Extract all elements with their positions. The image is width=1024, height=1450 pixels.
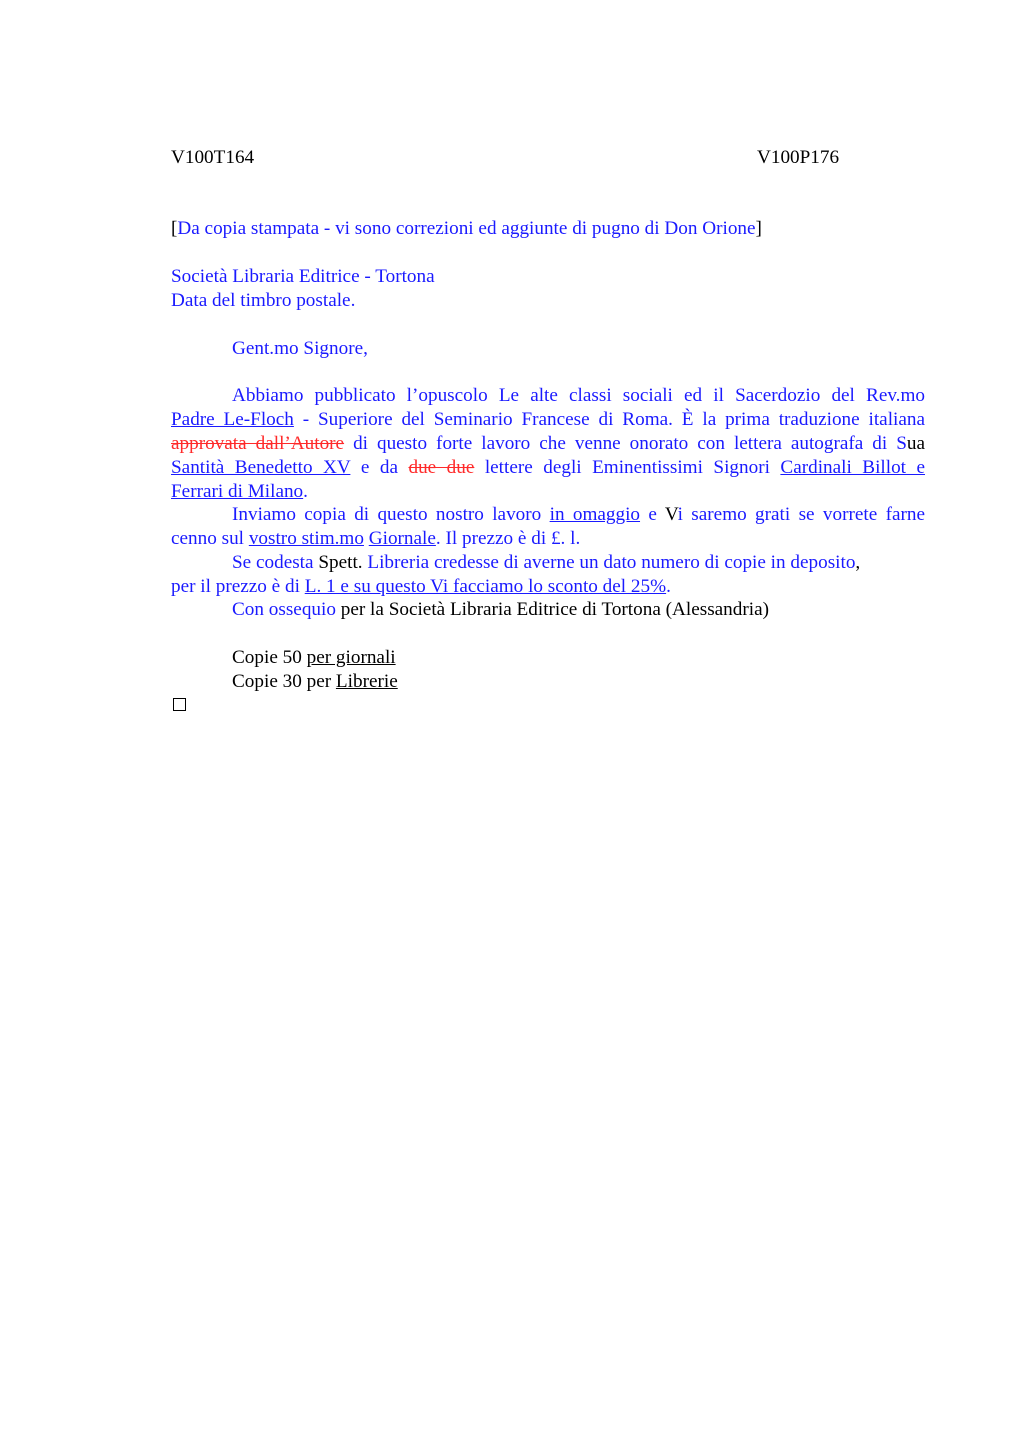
document-code-left: V100T164 <box>171 147 255 168</box>
deleted-text: due due <box>408 457 475 478</box>
paragraph3-line1: Se codesta Spett. Libreria credesse di averne un dato numero di copie in deposito, <box>232 552 861 573</box>
deleted-text: approvata dall’Autore <box>171 433 345 454</box>
salutation: Gent.mo Signore, <box>232 338 368 359</box>
sender-name: Società Libraria Editrice - Tortona <box>171 266 435 287</box>
paragraph2-line1: Inviamo copia di questo nostro lavoro in omaggio e Vi saremo grati se vorrete farne <box>232 504 925 525</box>
paragraph2-line2: cenno sul vostro stim.mo Giornale. Il prezzo è di £. l. <box>171 528 581 549</box>
copies-line: Copie 30 per Librerie <box>232 671 398 692</box>
paragraph1-line1: Abbiamo pubblicato l’opuscolo Le alte classi sociali ed il Sacerdozio del Rev.mo <box>232 385 925 406</box>
paragraph1-line2: Padre Le-Floch - Superiore del Seminario Francese di Roma. È la prima traduzione italiana <box>171 409 925 430</box>
paragraph1-line3: approvata dall’Autore di questo forte lavoro che venne onorato con lettera autografa di Sua <box>171 433 925 454</box>
checkbox-square-icon <box>173 698 186 711</box>
sender-date: Data del timbro postale. <box>171 290 356 311</box>
paragraph1-line5: Ferrari di Milano. <box>171 481 308 502</box>
source-note: [Da copia stampata - vi sono correzioni ed aggiunte di pugno di Don Orione] <box>171 218 762 239</box>
closing: Con ossequio per la Società Libraria Editrice di Tortona (Alessandria) <box>232 599 770 620</box>
paragraph3-line2: per il prezzo è di L. 1 e su questo Vi facciamo lo sconto del 25%. <box>171 576 671 597</box>
copies-line: Copie 50 per giornali <box>232 647 396 668</box>
paragraph1-line4: Santità Benedetto XV e da due due lettere degli Eminentissimi Signori Cardinali Billot e <box>171 457 925 478</box>
document-code-right: V100P176 <box>757 147 840 168</box>
